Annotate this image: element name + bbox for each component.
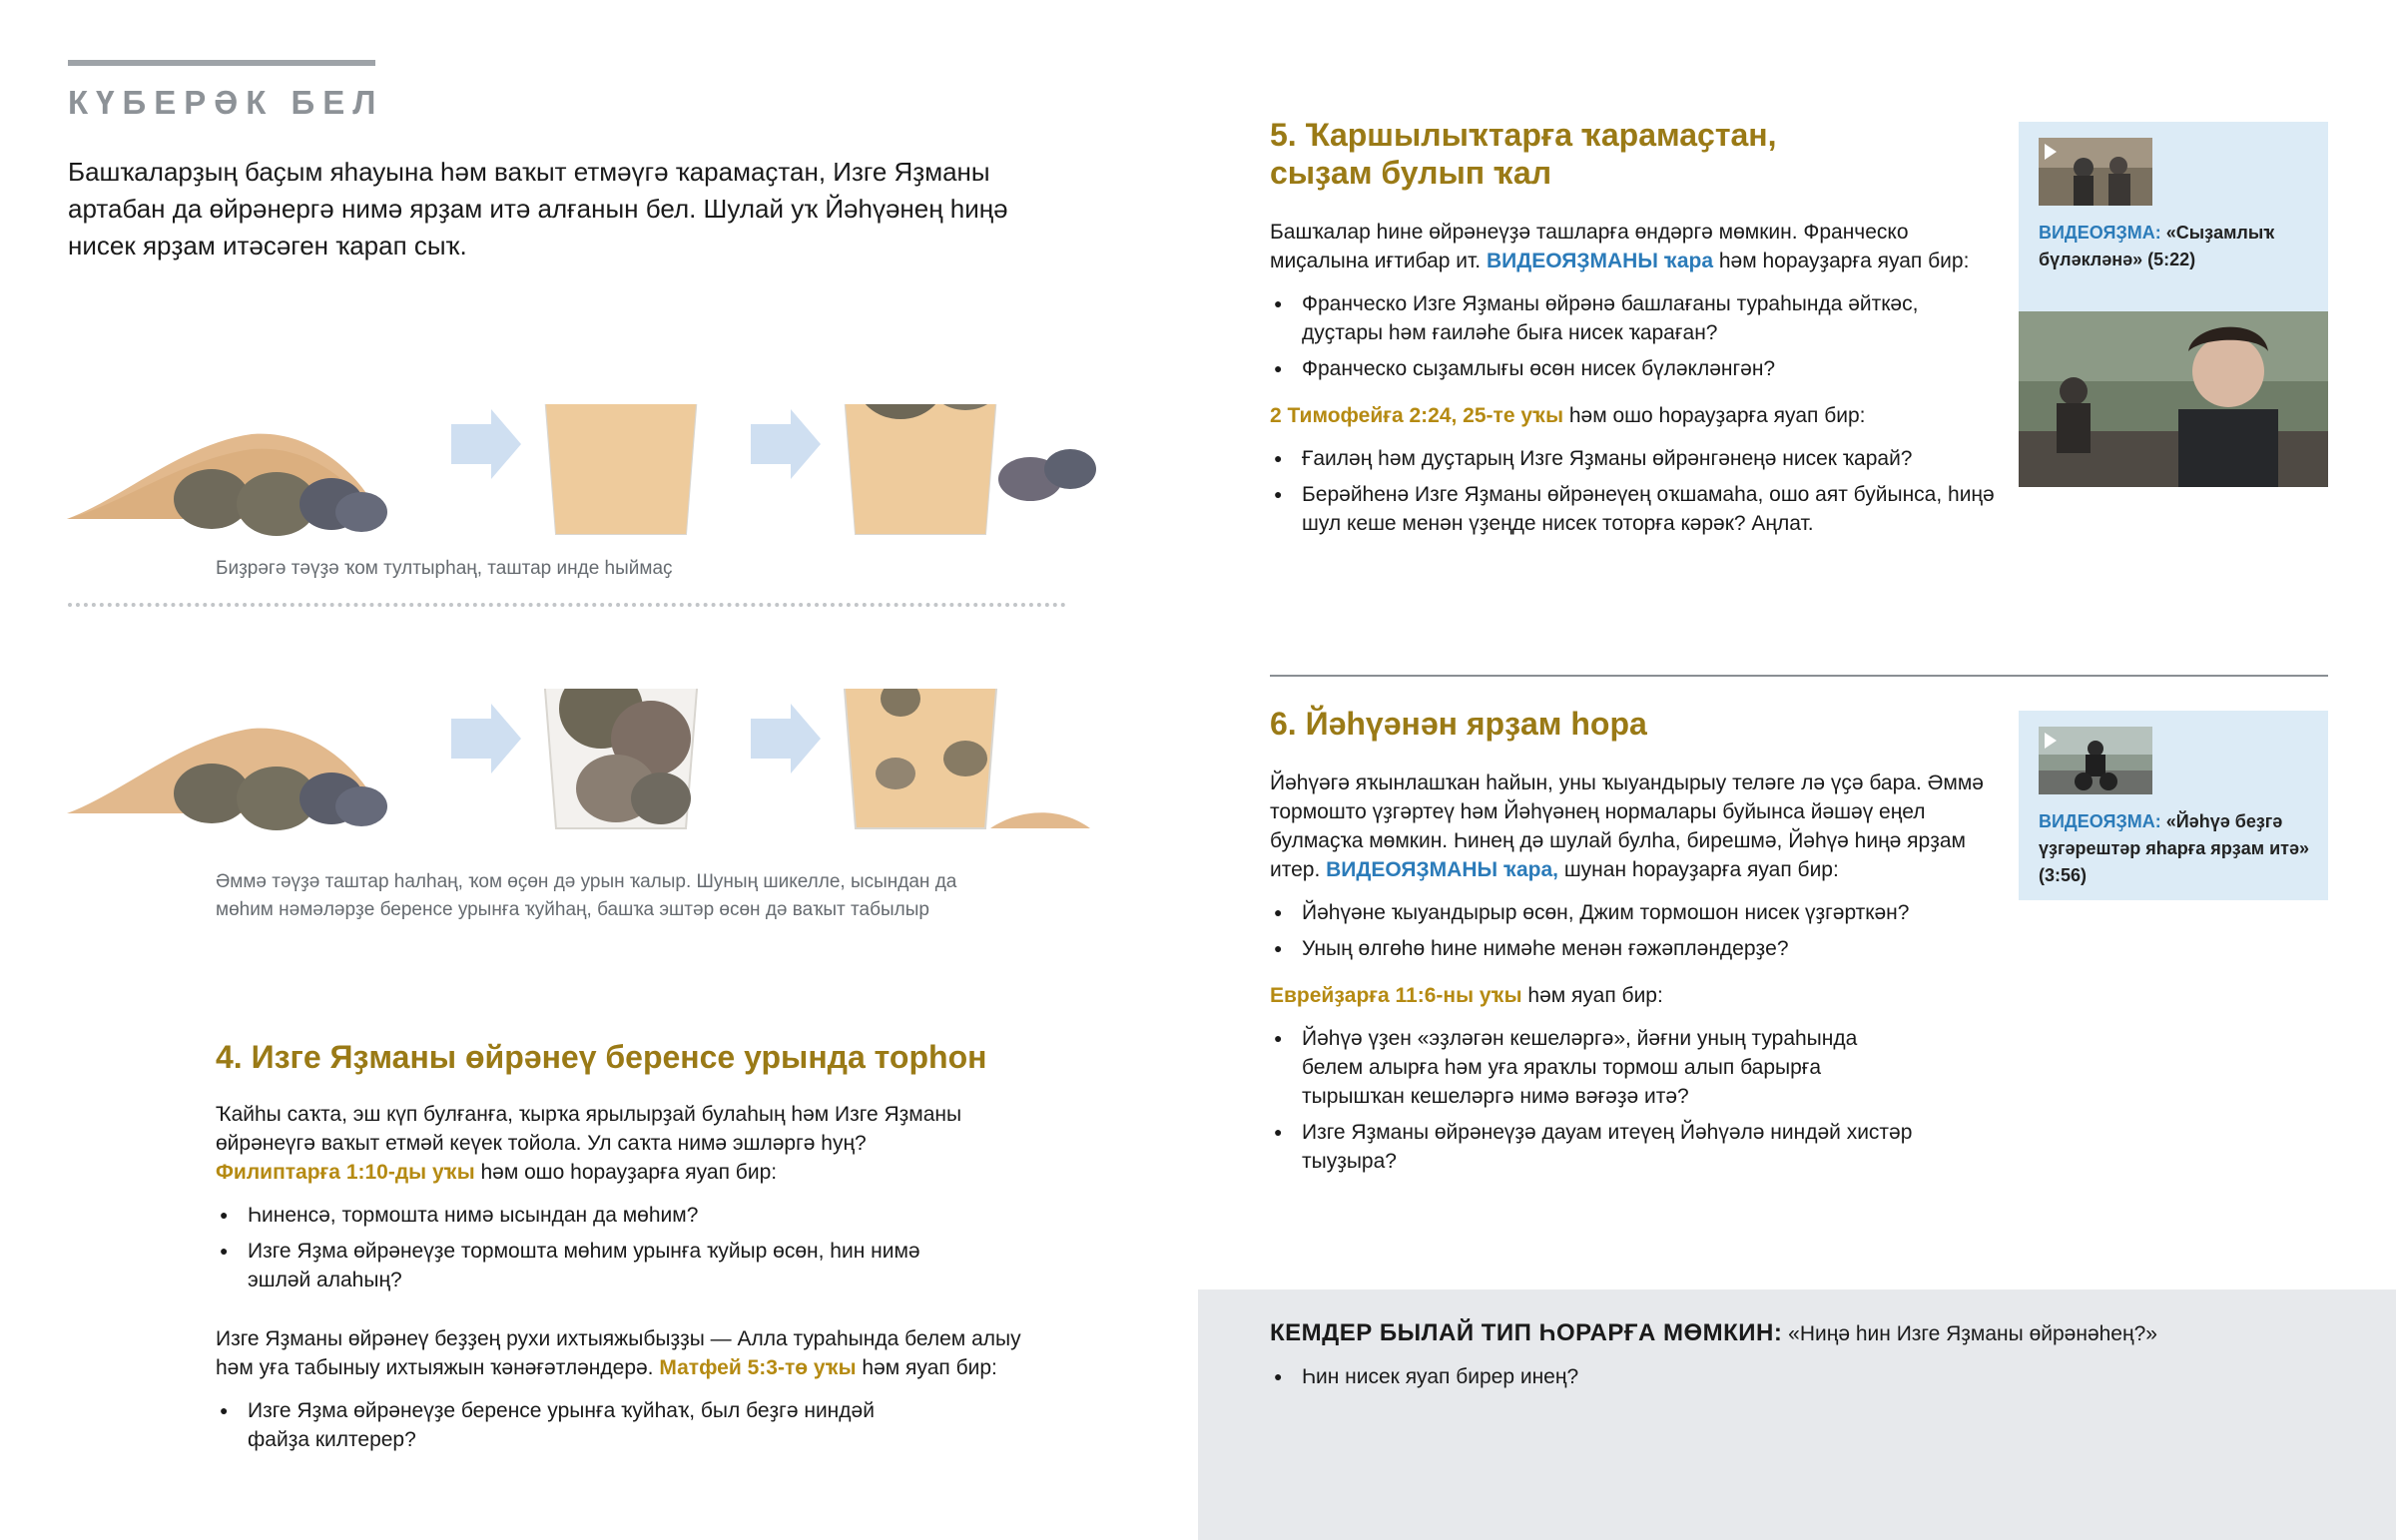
list-item: ● Берәйһенә Изге Яҙманы өйрәнеүең оҡшамаһа, ошо аят буйынса, һиңә шул кеше менән үҙеңде нисек тоторға кәрәк? Аңлат.: [1270, 480, 1999, 538]
section-4-title: 4. Изге Яҙманы өйрәнеү беренсе урында торһон: [216, 1039, 987, 1075]
list-item: ● Ғаиләң һәм дуҫтарың Изге Яҙманы өйрәнгәнеңә нисек ҡарай?: [1270, 444, 1999, 473]
scripture-ref-matthew[interactable]: Матфей 5:3-тө уҡы: [659, 1356, 857, 1379]
list-item: ● Уның өлгөһө һине нимәһе менән ғәжәпләндерҙе?: [1270, 934, 1999, 963]
intro-paragraph: Башҡаларҙың баҫым яһауына һәм ваҡыт етмәүгә ҡарамаҫтан, Изге Яҙманы артабан да өйрәнергә нимә ярҙам итә алғанын бел. Шулай уҡ Йәһүәнең һиңә нисек ярҙам итәсәген ҡарап сыҡ.: [68, 157, 1008, 260]
video-still-photo: [2019, 311, 2328, 487]
ask-questions: [1270, 1362, 2348, 1391]
section-5-para2: 2 Тимофейға 2:24, 25-те уҡы һәм ошо һорауҙарға яуап бир:: [1270, 404, 1866, 427]
section-4-questions-1: [216, 1201, 1034, 1294]
section-5-para1: Башҡалар һине өйрәнеүҙә ташларға өндәргә мөмкин. Франческо миҫалына иғтибар ит. ВИДЕОЯҘМАНЫ ҡара һәм һорауҙарға яуап бир:: [1270, 221, 1970, 272]
section-4-para2: Изге Яҙманы өйрәнеү беҙҙең рухи ихтыяжыбыҙҙы — Алла тураһында белем алыу һәм уға табыныу ихтыяжын ҡәнәғәтләндерә. Матфей 5:3-тө уҡы һәм яуап бир:: [216, 1327, 1021, 1379]
dotted-divider: [68, 603, 1066, 607]
section-divider: [1270, 675, 2328, 677]
list-item: ● Франческо сыҙамлығы өсөн нисек бүләкләнгән?: [1270, 354, 1999, 383]
list-item: ● Франческо Изге Яҙманы өйрәнә башлағаны тураһында әйткәс, дуҫтары һәм ғаиләһе быға нисек ҡараған?: [1270, 289, 1999, 347]
video-link-endurance[interactable]: ВИДЕОЯҘМАНЫ ҡара: [1486, 250, 1714, 272]
list-item: ● Изге Яҙма өйрәнеүҙе беренсе урынға ҡуйһаҡ, был беҙгә ниндәй файҙа килтерер?: [216, 1396, 934, 1454]
ask-heading: КЕМДЕР БЫЛАЙ ТИП ҺОРАРҒА МӨМКИН: «Ниңә һин Изге Яҙманы өйрәнәһең?»: [1270, 1319, 2157, 1346]
video-thumbnail[interactable]: [2039, 727, 2152, 794]
play-icon: [2045, 733, 2057, 749]
video-card-jim[interactable]: [2019, 711, 2328, 900]
section-5: [1270, 116, 1999, 545]
list-item: ● Изге Яҙманы өйрәнеүҙә дауам итеүең Йәһүәлә ниндәй хистәр тыуҙыра?: [1270, 1118, 1919, 1176]
video-card-endurance[interactable]: [2019, 122, 2328, 311]
illustration-stones-first: [62, 689, 1120, 838]
scripture-ref-philippians[interactable]: Филиптарға 1:10-ды уҡы: [216, 1161, 475, 1184]
caption-bottom-line2: мөһим нәмәләрҙе беренсе урынға ҡуйһаң, башҡа эштәр өсөн дә ваҡыт табылыр: [216, 899, 929, 920]
section-4: [216, 1038, 1114, 1461]
caption-top: Биҙрәгә тәүҙә ҡом тултырһаң, таштар инде һыймаҫ: [216, 558, 673, 579]
section-6: [1270, 705, 1999, 1183]
section-6-questions-1: [1270, 898, 1999, 963]
section-6-title: 6. Йәһүәнән ярҙам һора: [1270, 706, 1647, 742]
kicker-heading: КҮБЕРӘК БЕЛ: [68, 84, 384, 121]
list-item: ● Һин нисек яуап бирер инең?: [1270, 1362, 2348, 1391]
section-6-para2: Еврейҙарға 11:6-ны уҡы һәм яуап бир:: [1270, 984, 1663, 1007]
scripture-ref-timothy[interactable]: 2 Тимофейға 2:24, 25-те уҡы: [1270, 404, 1564, 427]
video-thumbnail[interactable]: [2039, 138, 2152, 206]
list-item: ● Йәһүә үҙен «эҙләгән кешеләргә», йәғни уның тураһында белем алырға һәм уға яраҡлы тормош алып барырға тырышҡан кешеләргә нимә вәғәҙә итә?: [1270, 1024, 1919, 1111]
top-rule: [68, 60, 375, 66]
scripture-ref-hebrews[interactable]: Еврейҙарға 11:6-ны уҡы: [1270, 984, 1522, 1007]
ask-box: [1270, 1317, 2348, 1398]
section-6-para1: Йәһүәгә яҡынлашҡан һайын, уны ҡыуандырыу теләге лә үҫә бара. Әммә тормошто үҙгәртеү һәм Йәһүәнең нормалары буйынса йәшәү еңел булмаҫҡа мөмкин. Һинең дә шулай булһа, бирешмә, Йәһүә һиңә ярҙам итер. ВИДЕОЯҘМАНЫ ҡара, шунан һорауҙарға яуап бир:: [1270, 771, 1984, 881]
section-4-para1: Ҡайһы саҡта, эш күп булғанға, ҡырҡа ярылырҙай булаһың һәм Изге Яҙманы өйрәнеүгә ваҡыт етмәй кеүек тойола. Ул саҡта нимә эшләргә һуң? Филиптарға 1:10-ды уҡы һәм ошо һорауҙарға яуап бир:: [216, 1103, 962, 1184]
video-caption: ВИДЕОЯҘМА: «Сыҙамлыҡ бүләкләнә» (5:22): [2039, 223, 2275, 269]
caption-bottom-line1: Әммә тәүҙә таштар һалһаң, ҡом өҫөн дә урын ҡалыр. Шуның шикелле, ысындан да: [216, 871, 957, 892]
list-item: ● Һиненсә, тормошта нимә ысындан да мөһим?: [216, 1201, 1034, 1230]
section-4-questions-2: [216, 1396, 934, 1454]
caption-bottom: [216, 868, 1114, 924]
play-icon: [2045, 144, 2057, 160]
illustration-sand-first: [62, 404, 1120, 544]
section-6-questions-2: [1270, 1024, 1919, 1176]
section-5-title: 5. Ҡаршылыҡтарға ҡарамаҫтан, сыҙам булып ҡал: [1270, 117, 1777, 191]
section-5-questions-1: [1270, 289, 1999, 383]
video-link-jim[interactable]: ВИДЕОЯҘМАНЫ ҡара,: [1326, 858, 1558, 881]
list-item: ● Йәһүәне ҡыуандырыр өсөн, Джим тормошон нисек үҙгәрткән?: [1270, 898, 1999, 927]
section-5-questions-2: [1270, 444, 1999, 538]
video-caption: ВИДЕОЯҘМА: «Йәһүә беҙгә үҙгәрештәр яһарға ярҙам итә» (3:56): [2039, 811, 2309, 885]
list-item: ● Изге Яҙма өйрәнеүҙе тормошта мөһим урынға ҡуйыр өсөн, һин нимә эшләй алаһың?: [216, 1237, 936, 1294]
